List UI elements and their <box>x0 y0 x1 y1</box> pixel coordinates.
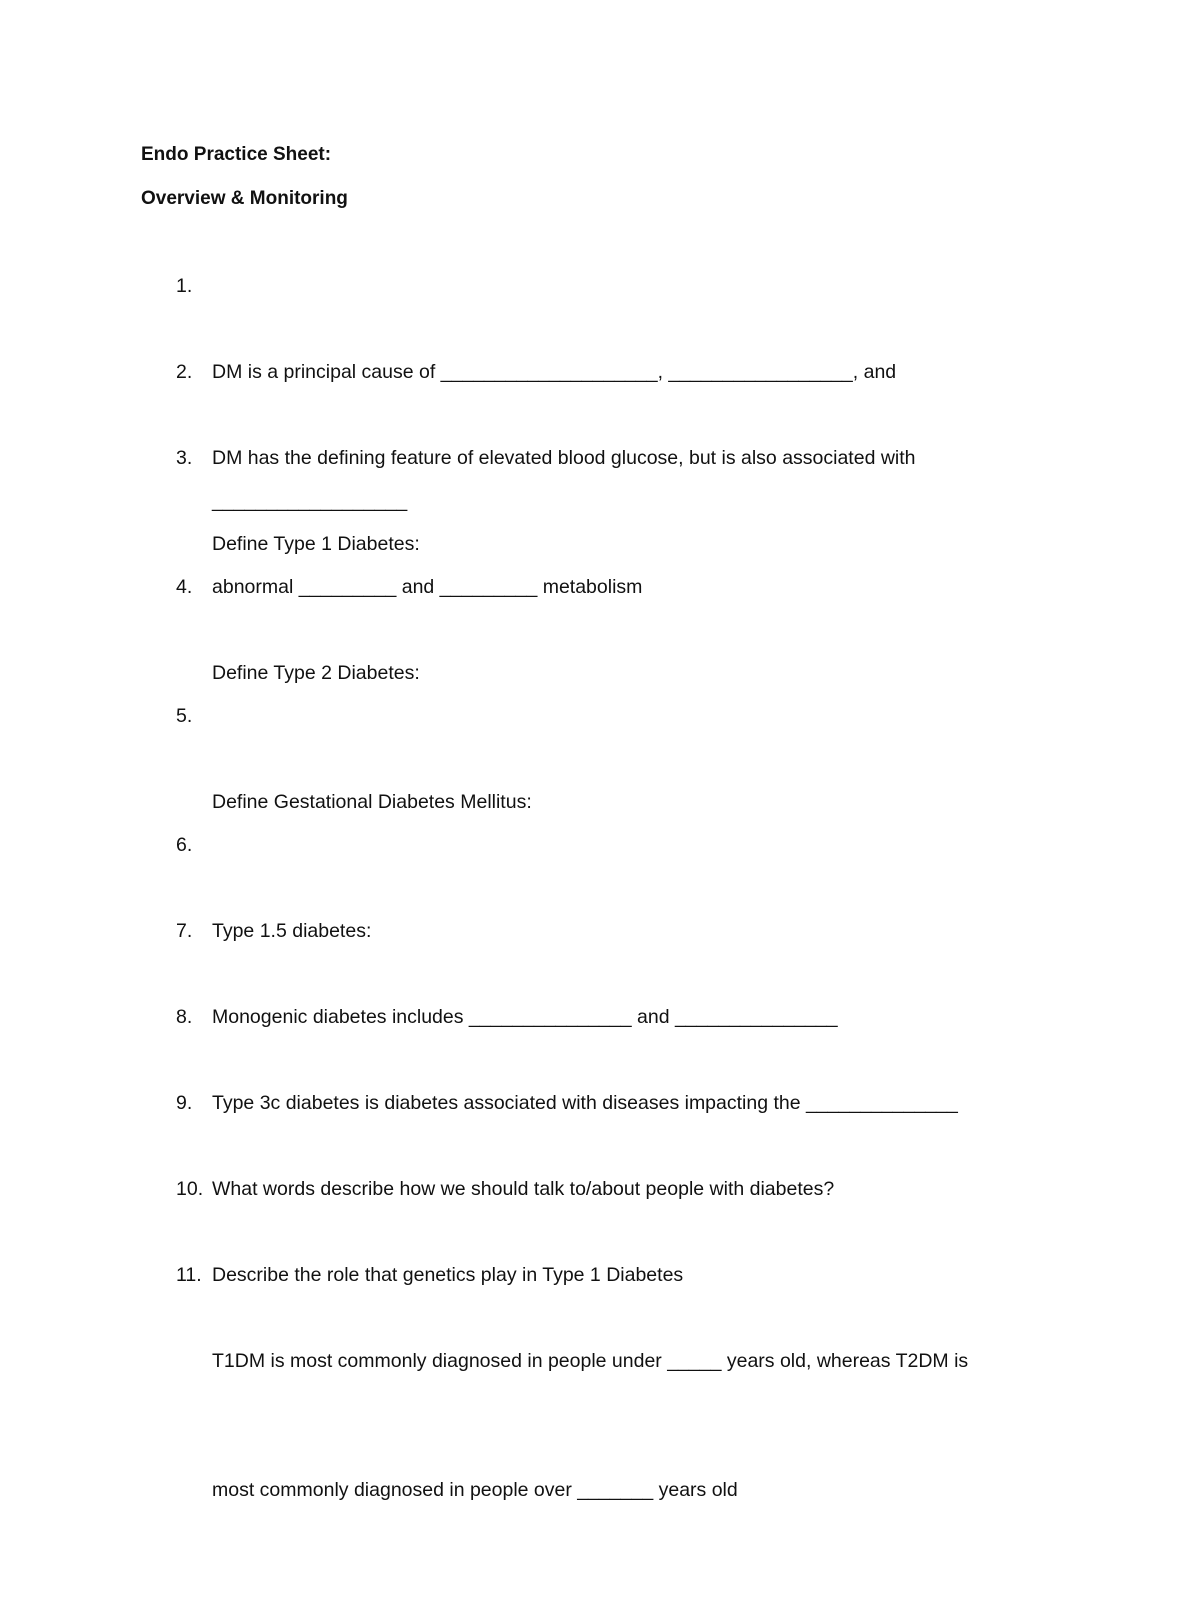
question-number: 6. <box>176 834 193 856</box>
question-number: 1. <box>176 275 193 297</box>
question-text-line: DM is a principal cause of ____________________, _________________, and <box>212 361 897 383</box>
question-number: 7. <box>176 920 193 942</box>
question-11 <box>176 1254 1056 1598</box>
question-number: 10. <box>176 1178 204 1200</box>
worksheet-subtitle: Overview & Monitoring <box>141 188 348 209</box>
question-text-line: Define Gestational Diabetes Mellitus: <box>212 791 532 813</box>
question-text-line: __________________ <box>212 490 408 512</box>
question-number: 8. <box>176 1006 193 1028</box>
question-text-line: What words describe how we should talk to/about people with diabetes? <box>212 1178 835 1200</box>
question-number: 4. <box>176 576 193 598</box>
worksheet-title: Endo Practice Sheet: <box>141 144 332 165</box>
question-number: 3. <box>176 447 193 469</box>
question-number: 5. <box>176 705 193 727</box>
question-number: 11. <box>176 1264 202 1286</box>
question-text-line: Type 3c diabetes is diabetes associated with diseases impacting the ______________ <box>212 1092 958 1114</box>
question-number: 2. <box>176 361 193 383</box>
question-text-line: most commonly diagnosed in people over _______ years old <box>212 1479 738 1501</box>
question-text-line: DM has the defining feature of elevated blood glucose, but is also associated with <box>212 447 916 469</box>
question-text-line: T1DM is most commonly diagnosed in people under _____ years old, whereas T2DM is <box>212 1350 969 1372</box>
question-text-line: Describe the role that genetics play in Type 1 Diabetes <box>212 1264 684 1286</box>
question-number: 9. <box>176 1092 193 1114</box>
question-text-line: Define Type 2 Diabetes: <box>212 662 420 684</box>
question-text-line: Type 1.5 diabetes: <box>212 920 372 942</box>
question-text-line: Monogenic diabetes includes _______________ and _______________ <box>212 1006 838 1028</box>
question-text-line: abnormal _________ and _________ metabolism <box>212 576 643 598</box>
question-text-line: Define Type 1 Diabetes: <box>212 533 420 555</box>
